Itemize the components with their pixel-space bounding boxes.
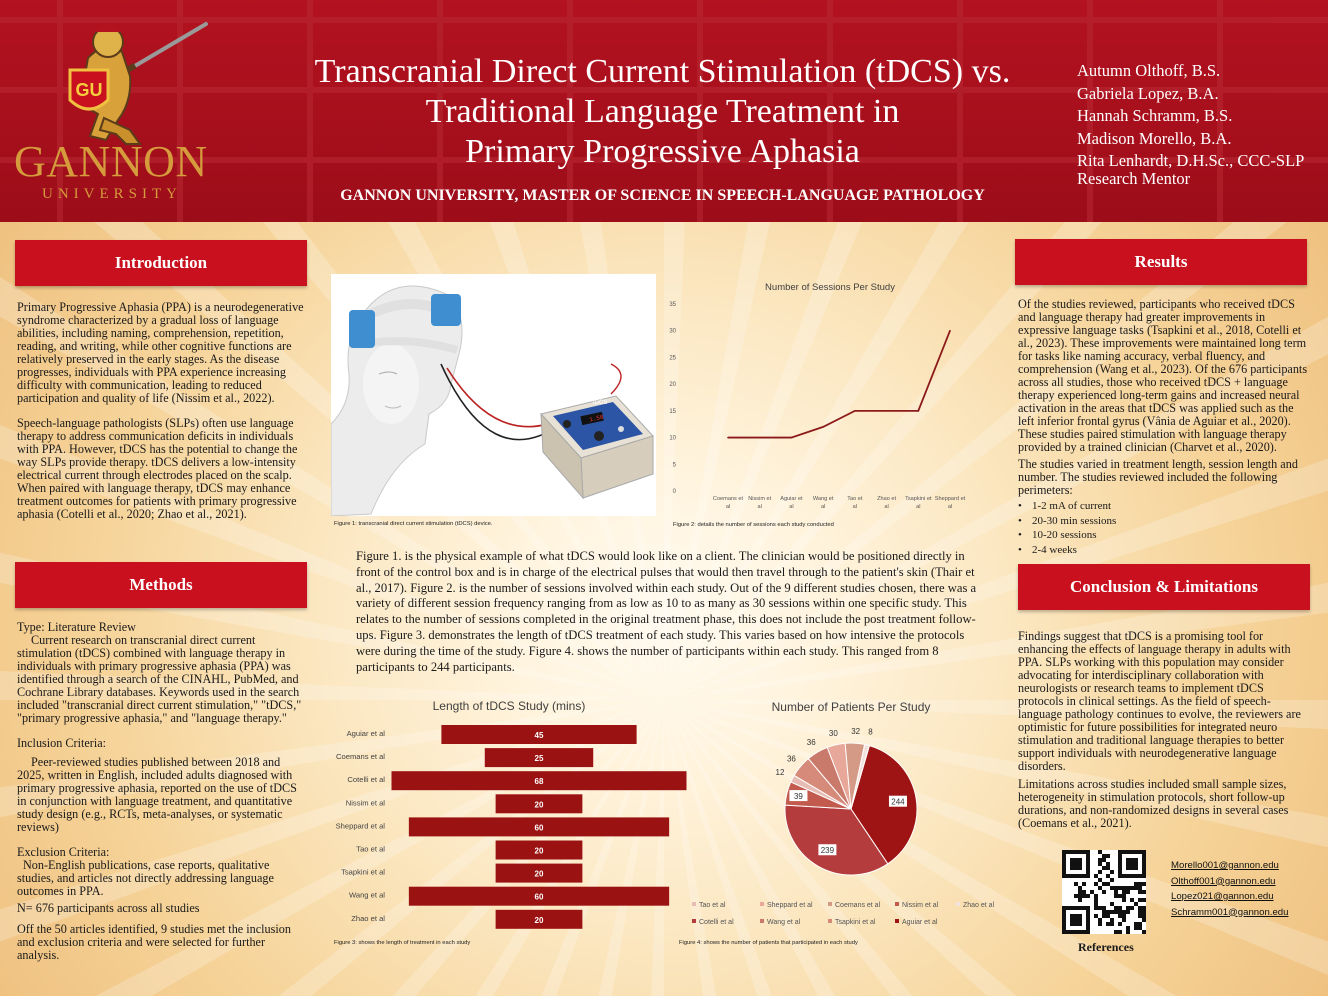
svg-text:1.50: 1.50 [588,413,605,424]
tdcs-illustration [331,274,656,516]
legend-swatch [895,902,899,906]
knight-mascot-icon [10,18,230,148]
references-label: References [1078,940,1134,954]
parameter-list [1018,499,1312,557]
parameter-item: • 20-30 min sessions [1018,514,1312,529]
x-tick-label: Sheppard et al [934,496,966,510]
title-line: Transcranial Direct Current Stimulation (tDCS) vs. [314,53,1011,90]
results-paragraph: The studies varied in treatment length, session length and number. The studies reviewed included the following perimeters: [1018,457,1298,497]
x-tick-label: Coemans et al [712,496,744,510]
methods-heading: Methods [15,562,307,608]
author: Autumn Olthoff, B.S. [1077,61,1221,80]
bar-value-label: 20 [534,869,544,879]
pie-value-label: 36 [786,754,796,764]
pie-value-label: 36 [806,737,816,747]
legend-swatch [760,919,764,923]
line-point [822,426,824,428]
author: Rita Lenhardt, D.H.Sc., CCC-SLP [1077,151,1305,170]
logo-wordmark: GANNON [14,137,208,186]
pie-value-label: 30 [828,729,838,739]
x-tick-label: Nissim et al [748,496,772,510]
line-chart-title: Number of Sessions Per Study [765,282,895,293]
x-tick-label: Wang et al [812,496,834,510]
tdcs-device-photo [331,274,656,516]
y-tick-label: 35 [669,302,676,308]
legend-label: Tao et al [699,902,726,909]
legend-swatch [760,902,764,906]
limitations-paragraph: Limitations across studies included small sample sizes, heterogeneity in stimulation protocols, short follow-up durations, and non-randomized designs in several cases (Coemans et al., 2021). [1018,777,1289,830]
title-line: Traditional Language Treatment in [425,93,900,130]
bar-category-label: Tao et al [356,844,385,854]
line-point [917,410,919,412]
conclusion-heading: Conclusion & Limitations [1018,564,1310,610]
line-point [727,437,729,439]
bar-value-label: 25 [534,754,544,764]
title-line: Primary Progressive Aphasia [465,133,860,170]
pie-value-label: 8 [868,727,873,737]
methods-search: Current research on transcranial direct current stimulation (tDCS) combined with language therapy in individuals with primary progressive aphasia (PPA) was identified through a search of the CINAHL, PubMed, and Cochrane Library databases. Keywords used in the search included "transcranial direct current stimulation," "tDCS," "primary progressive aphasia," and "language therapy." [17,633,302,725]
pie-value-label: 32 [851,727,861,737]
results-heading: Results [1015,239,1307,285]
bar-category-label: Nissim et al [345,798,385,808]
bar-value-label: 20 [534,846,544,856]
introduction-heading: Introduction [15,240,307,286]
intro-paragraph: Primary Progressive Aphasia (PPA) is a neurodegenerative syndrome characterized by a gradual loss of language abilities, including naming, comprehension, repetition, reading, and writing, while other cognitive functions are relatively preserved in the early stages. As the disease progresses, individuals with PPA experience increasing difficulty with communication, leading to reduced participation and quality of life (Nissim et al., 2022). [17,300,304,405]
bar-value-label: 60 [534,892,544,902]
methods-text [17,621,309,962]
bar-category-label: Wang et al [348,890,385,900]
legend-label: Cotelli et al [699,919,734,926]
inclusion-criteria: Peer-reviewed studies published between 2018 and 2025, written in English, included adults diagnosed with primary progressive aphasia, reported on the use of tDCS in conjunction with language treatment, and quantitative study design (e.g., RCTs, meta-analyses, or systematic reviews) [17,755,297,834]
introduction-text [17,301,307,533]
sessions-line-chart [662,274,988,516]
legend-swatch [692,919,696,923]
bar-value-label: 20 [534,800,544,810]
bar-value-label: 60 [534,823,544,833]
x-tick-label: Zhao et al [877,496,897,510]
qr-code-icon[interactable] [1062,850,1146,934]
figure-2-caption: Figure 2: details the number of sessions each study conducted [673,522,834,528]
y-tick-label: 5 [672,462,676,469]
parameter-item: • 1-2 mA of current [1018,499,1312,514]
y-tick-label: 20 [669,382,676,389]
legend-label: Tsapkini et al [835,919,876,926]
participant-count: N= 676 participants across all studies [17,901,200,915]
x-tick-label: Aguiar et al [780,496,803,510]
shield-text: GU [75,80,103,100]
legend-swatch [895,919,899,923]
legend-label: Aguiar et al [902,919,938,926]
poster-title [270,52,1055,172]
legend-swatch [828,919,832,923]
selection-summary: Off the 50 articles identified, 9 studies met the inclusion and exclusion criteria and were selected for further analysis. [17,922,291,962]
email-link[interactable]: Schramm001@gannon.edu [1171,906,1289,918]
results-paragraph: Of the studies reviewed, participants who received tDCS and language therapy had greater improvements in expressive language tasks (Tsapkini et al., 2018, Cotelli et al., 2023). These improvements were maintained long term for tasks like naming accuracy, verbal fluency, and comprehension (Wang et al., 2023). Of the 676 participants across all studies, those who received tDCS + language therapy experienced long-term gains and increased neural activation in the areas that tDCS was applied such as the left inferior frontal gyrus (Vânia de Aguiar et al., 2020). These studies paired stimulation with language therapy provided by a trained clinician (Charvet et al., 2020). [1018,297,1308,454]
line-point [759,437,761,439]
y-tick-label: 10 [669,435,676,442]
line-point [949,330,951,332]
legend-label: Zhao et al [963,902,995,909]
parameter-item: • 10-20 sessions [1018,528,1312,543]
contact-emails [1171,858,1288,920]
bar-category-label: Coemans et al [336,752,385,762]
x-tick-label: Tsapkini et al [905,496,932,510]
legend-swatch [828,902,832,906]
legend-swatch [692,902,696,906]
author: Hannah Schramm, B.S. [1077,106,1233,125]
figure-4-caption: Figure 4: shows the number of patients that participated in each study [679,940,858,946]
y-tick-label: 30 [669,328,676,335]
bar-value-label: 45 [534,731,544,740]
results-text [1018,298,1312,557]
line-point [886,410,888,412]
figure-1-caption: Figure 1: transcranial direct current stimulation (tDCS) device. [334,521,493,527]
patients-pie-chart [676,692,1011,938]
figure-3-caption: Figure 3: shows the length of treatment in each study [334,940,471,946]
exclusion-label: Exclusion Criteria: [17,845,110,859]
pie-value-label: 244 [891,797,905,807]
pie-chart-title: Number of Patients Per Study [771,700,931,714]
conclusion-paragraph: Findings suggest that tDCS is a promising tool for enhancing the effects of language therapy in adults with PPA. SLPs working with this population may consider advocating for interdisciplinary collaboration with neurologists or research teams to implement tDCS protocols in clinical settings. As the field of speech-language pathology continues to evolve, the reviewers are optimistic for future possibilities for integrated neuro stimulation and traditional language therapies to better support individuals with neurodegenerative language disorders. [1018,629,1301,773]
pie-value-label: 239 [820,846,835,856]
bar-category-label: Tsapkini et al [341,867,385,877]
poster-subtitle: GANNON UNIVERSITY, MASTER OF SCIENCE IN SPEECH-LANGUAGE PATHOLOGY [340,187,985,204]
conclusion-text [1018,630,1310,842]
email-link[interactable]: Olthoff001@gannon.edu [1171,875,1276,887]
line-point [791,437,793,439]
header-banner [0,0,1328,222]
sessions-series-line [728,331,950,438]
inclusion-label: Inclusion Criteria: [17,736,107,750]
y-tick-label: 15 [669,408,676,415]
figures-description: Figure 1. is the physical example of what tDCS would look like on a client. The clinician would be positioned directly in front of the control box and is in charge of the electrical pulses that would then travel through to the patient's skin (Thair et al., 2017). Figure 2. is the number of sessions involved within each study. Out of the 9 different studies chosen, there was a variety of different session frequency ranging from as low as 10 to as many as 30 sessions within one specific study. This relates to the number of sessions completed in the original treatment phase, this does not include the post treatment follow-ups. Figure 3. demonstrates the length of tDCS treatment of each study. This varies based on how intensive the protocols were during the time of the study. Figure 4. shows the number of participants within each study. This ranged from 8 participants to 244 participants. [356,549,977,674]
parameter-item: • 2-4 weeks [1018,543,1312,558]
bar-category-label: Aguiar et al [346,729,385,738]
pie-value-label: 12 [775,768,785,778]
legend-label: Coemans et al [835,902,881,909]
author: Madison Morello, B.A. [1077,128,1232,148]
y-tick-label: 0 [672,489,676,495]
legend-label: Nissim et al [902,902,939,909]
bar-category-label: Sheppard et al [335,821,385,831]
legend-label: Sheppard et al [767,902,813,909]
device-label: tDCS [593,400,608,406]
bar-chart-title: Length of tDCS Study (mins) [432,699,586,713]
x-tick-label: Tao et al [847,496,863,510]
email-link[interactable]: Morello001@gannon.edu [1171,860,1279,871]
author-role: Research Mentor [1077,168,1191,188]
length-bar-chart [331,692,691,934]
bar-value-label: 20 [534,915,544,925]
bar-category-label: Cotelli et al [347,775,385,785]
bar-value-label: 68 [534,777,544,787]
bar-category-label: Zhao et al [351,913,385,923]
pie-value-label: 39 [793,792,803,802]
line-point [854,410,856,412]
author: Gabriela Lopez, B.A. [1077,83,1219,103]
methods-type: Type: Literature Review [17,620,136,634]
logo-subtitle: UNIVERSITY [42,186,182,202]
legend-swatch [956,902,960,906]
exclusion-criteria: Non-English publications, case reports, qualitative studies, and articles not directly addressing language outcomes in PPA. [17,858,274,898]
y-tick-label: 25 [669,355,676,362]
email-link[interactable]: Lopez021@gannon.edu [1171,891,1274,902]
author-list [1077,60,1327,190]
legend-label: Wang et al [767,919,801,926]
intro-paragraph: Speech-language pathologists (SLPs) often use language therapy to address communication deficits in individuals with PPA. However, tDCS has the potential to change the way SLPs provide therapy. tDCS delivers a low-intensity electrical current through electrodes placed on the scalp. When paired with language therapy, tDCS may enhance treatment outcomes for patients with primary progressive aphasia (Cotelli et al., 2020; Zhao et al., 2021). [17,416,298,521]
